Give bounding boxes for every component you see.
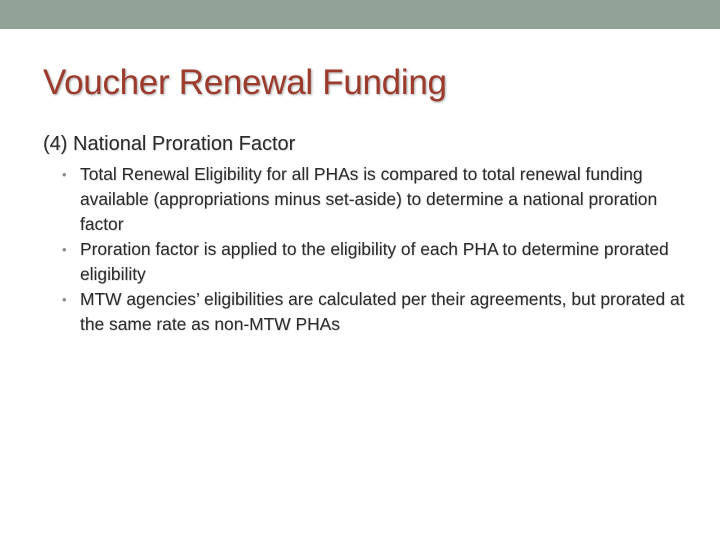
slide-content	[43, 130, 693, 337]
bullet-dot-icon: •	[62, 167, 67, 182]
bullet-list	[43, 162, 693, 337]
section-subtitle: (4) National Proration Factor	[43, 133, 296, 155]
slide-title: Voucher Renewal Funding	[43, 63, 447, 102]
bullet-dot-icon: •	[62, 292, 67, 307]
bullet-item	[43, 237, 693, 287]
bullet-text: Proration factor is applied to the eligibility of each PHA to determine prorated eligibility	[80, 239, 669, 284]
bullet-text: MTW agencies’ eligibilities are calculated per their agreements, but prorated at the same rate as non-MTW PHAs	[80, 289, 685, 334]
bullet-item	[43, 287, 693, 337]
bullet-text: Total Renewal Eligibility for all PHAs is compared to total renewal funding available (appropriations minus set-aside) to determine a national proration factor	[80, 164, 658, 234]
top-accent-bar	[0, 0, 720, 29]
bullet-dot-icon: •	[62, 242, 67, 257]
bullet-item	[43, 162, 693, 237]
